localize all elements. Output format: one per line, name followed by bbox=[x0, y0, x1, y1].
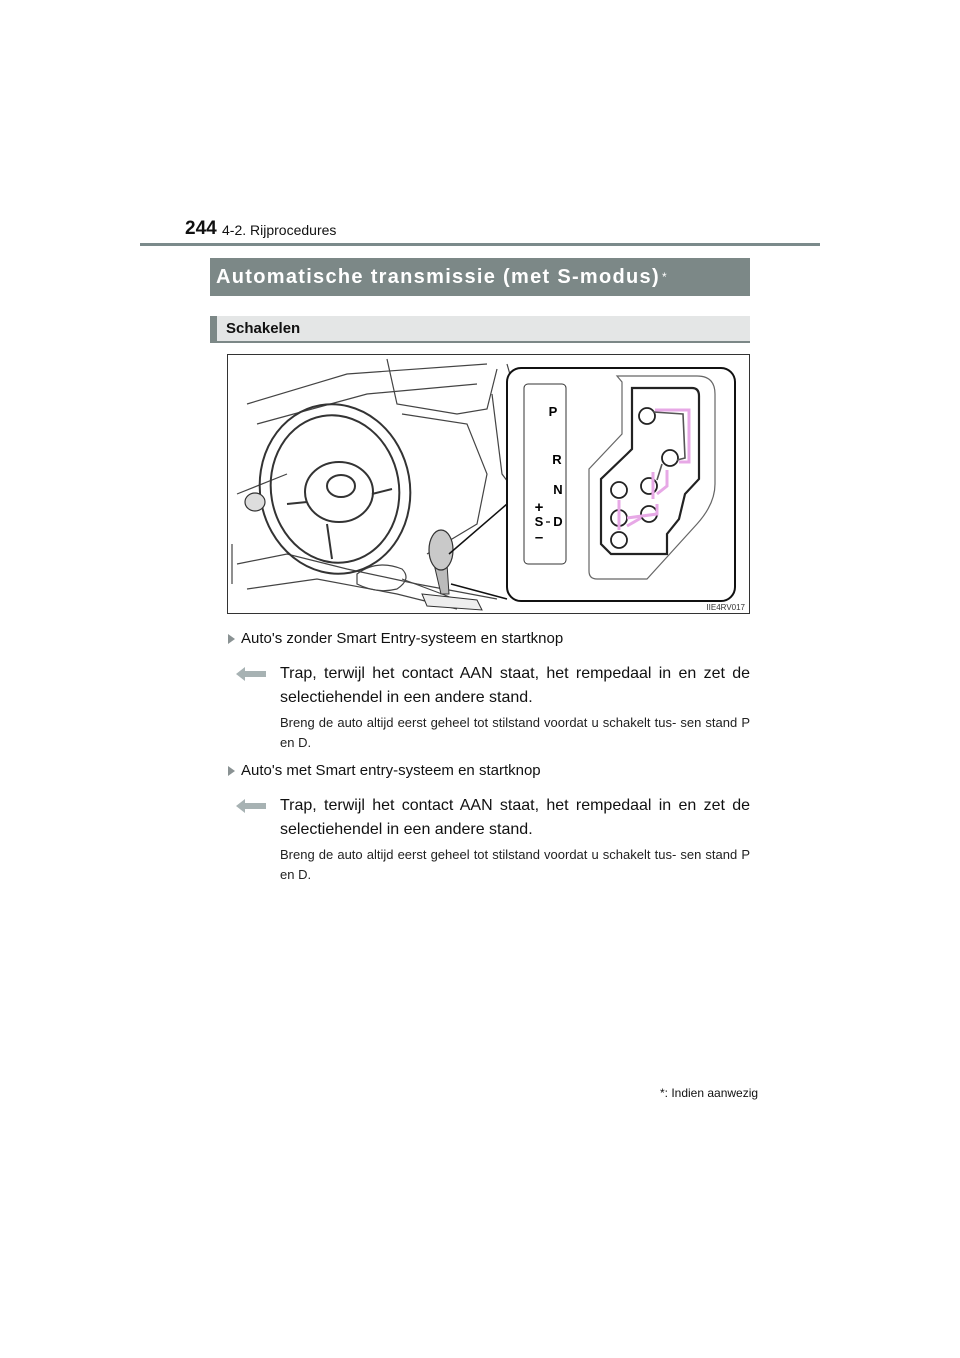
section-heading-bar bbox=[210, 258, 750, 296]
shift-lever-illustration bbox=[227, 354, 750, 614]
bullet-heading-1 bbox=[228, 630, 563, 647]
gear-label-s: S bbox=[534, 514, 544, 529]
illustration-code: IIE4RV017 bbox=[706, 603, 745, 612]
gear-label-n: N bbox=[553, 482, 563, 497]
triangle-bullet-icon bbox=[228, 766, 235, 776]
asterisk-icon: * bbox=[661, 270, 667, 284]
section-reference: 4-2. Rijprocedures bbox=[222, 222, 337, 238]
note-text-1: Breng de auto altijd eerst geheel tot stilstand voordat u schakelt tus- sen stand P en D. bbox=[280, 715, 750, 750]
step-text: Trap, terwijl het contact AAN staat, het rempedaal in en zet de selectiehendel in een andere stand. bbox=[280, 797, 750, 838]
triangle-bullet-icon bbox=[228, 634, 235, 644]
gear-label-r: R bbox=[552, 452, 562, 467]
page-number: 244 bbox=[185, 218, 217, 239]
footnote: *: Indien aanwezig bbox=[660, 1086, 759, 1100]
gear-label-plus: + bbox=[534, 499, 544, 516]
bullet-heading-text: Auto's zonder Smart Entry-systeem en startknop bbox=[241, 630, 564, 647]
gear-label-d: D bbox=[553, 514, 563, 529]
step-text: Trap, terwijl het contact AAN staat, het rempedaal in en zet de selectiehendel in een andere stand. bbox=[280, 665, 750, 706]
subsection-accent bbox=[210, 316, 217, 343]
left-arrow-icon bbox=[236, 667, 266, 681]
bullet-heading-2 bbox=[228, 762, 541, 779]
note-text-2: Breng de auto altijd eerst geheel tot stilstand voordat u schakelt tus- sen stand P en D. bbox=[280, 847, 750, 882]
dashboard-knob bbox=[245, 493, 265, 511]
subsection-heading-bar bbox=[210, 316, 750, 343]
header-divider bbox=[140, 243, 820, 246]
subsection-title: Schakelen bbox=[226, 320, 301, 337]
left-arrow-icon bbox=[236, 799, 266, 813]
step-row-2 bbox=[236, 794, 750, 842]
subsection-body bbox=[217, 316, 750, 343]
bullet-heading-text: Auto's met Smart entry-systeem en startknop bbox=[241, 762, 541, 779]
section-title: Automatische transmissie (met S-modus) bbox=[216, 265, 660, 288]
step-row-1 bbox=[236, 662, 750, 710]
gear-label-minus: – bbox=[534, 529, 544, 546]
gear-label-p: P bbox=[548, 404, 558, 419]
